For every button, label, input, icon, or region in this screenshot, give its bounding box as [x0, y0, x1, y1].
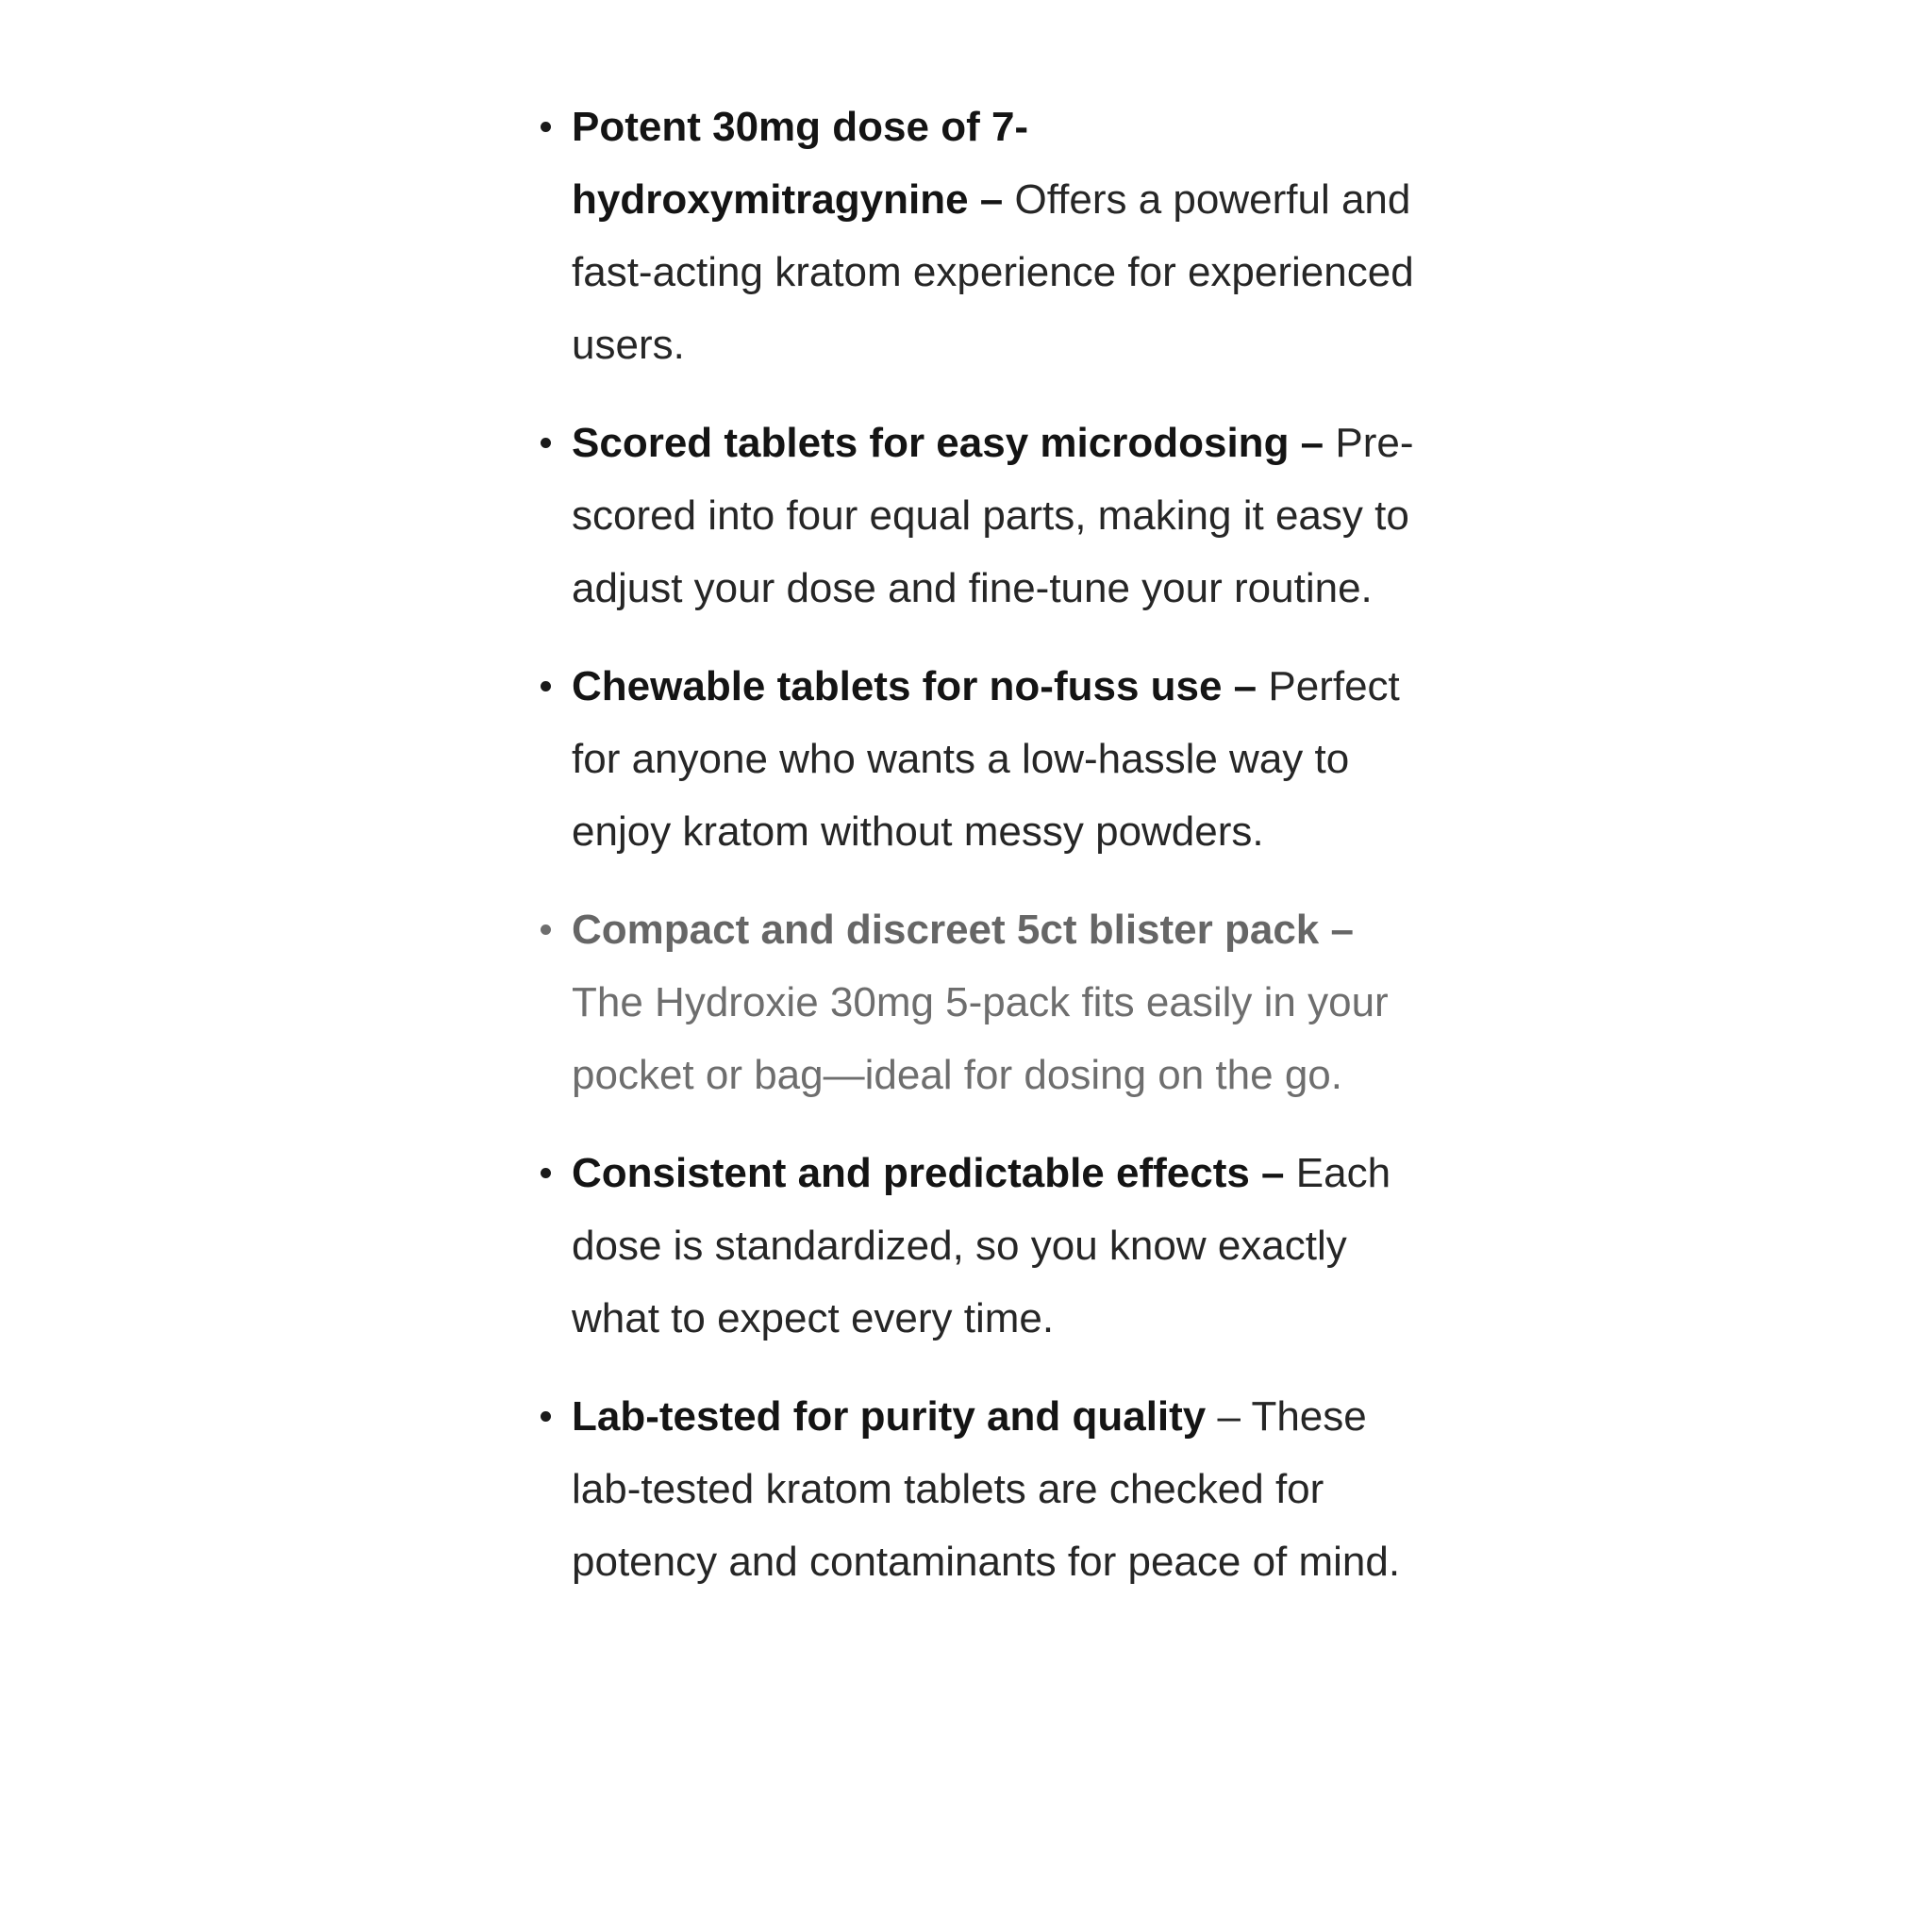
feature-description: These lab-tested kratom tablets are checked for potency and contaminants for peace of mind. — [572, 1393, 1401, 1585]
feature-description: The Hydroxie 30mg 5-pack fits easily in your pocket or bag—ideal for dosing on the go. — [572, 979, 1389, 1098]
feature-description: Each dose is standardized, so you know exactly what to expect every time. — [572, 1150, 1391, 1341]
feature-list — [536, 91, 1423, 1624]
feature-title: Lab-tested for purity and quality — [572, 1393, 1207, 1440]
feature-dash: – — [1217, 1393, 1241, 1440]
feature-title: Chewable tablets for no-fuss use – — [572, 663, 1257, 709]
list-item — [536, 1137, 1423, 1355]
list-item — [536, 1380, 1423, 1598]
feature-description: Pre-scored into four equal parts, making it easy to adjust your dose and fine-tune your routine. — [572, 420, 1414, 611]
feature-title: Potent 30mg dose of 7-hydroxymitragynine – — [572, 104, 1029, 223]
list-item — [536, 407, 1423, 625]
feature-description: Offers a powerful and fast-acting kratom experience for experienced users. — [572, 176, 1414, 368]
list-item — [536, 650, 1423, 868]
list-item — [536, 91, 1423, 381]
list-item — [536, 893, 1423, 1111]
feature-title: Scored tablets for easy microdosing – — [572, 420, 1324, 466]
feature-title: Consistent and predictable effects – — [572, 1150, 1285, 1196]
feature-title: Compact and discreet 5ct blister pack – — [572, 907, 1354, 953]
feature-description: Perfect for anyone who wants a low-hassle way to enjoy kratom without messy powders. — [572, 663, 1400, 855]
